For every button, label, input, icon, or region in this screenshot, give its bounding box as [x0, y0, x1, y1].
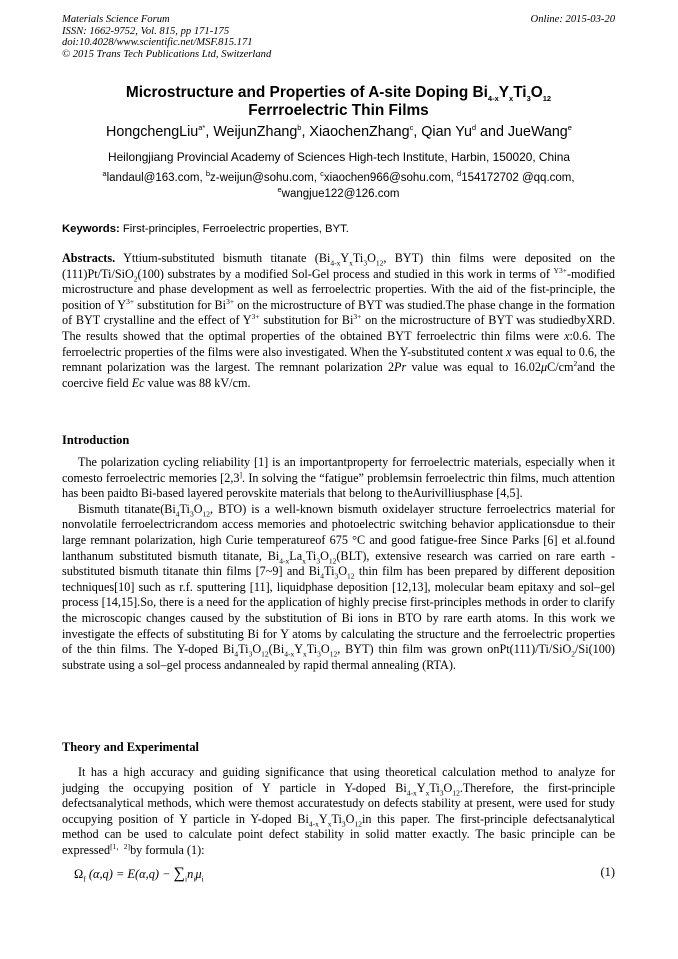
author-list: HongchengLiu$^{a*}$, WeijunZhang$^b$, XiaochenZhang$^c$, Qian Yu$^d$ and JueWang$^e$ [106, 123, 572, 140]
section-heading-introduction: Introduction [62, 433, 130, 447]
email-link[interactable]: landaul@163.com, [106, 172, 206, 184]
sum-symbol: $\sum_i$ [173, 865, 188, 884]
section-heading-theory: Theory and Experimental [62, 740, 199, 754]
journal-name: Materials Science Forum [62, 14, 170, 25]
paragraph: It has a high accuracy and guiding significance that using theoretical calculation method to analyze for judging the occupying position of Y particle in Y-doped $Bi_{4-x}Y_xTi_3O_{12}.Therefore$, the first-principle defectsanalytical methods, which were themost accuratestudy on defects stability at present, were used for study occupying position of Y particle in Y-doped $Bi_{4-x}Y_xTi_3O_{12}in$ this paper. The first-principle defectsanalytical method can be used to calculate point defect stability in solid matter exactly. The basic principle can be expressed[1，2]by formula (1): [62, 765, 615, 857]
affiliation: Heilongjiang Provincial Academy of Sciences High-tech Institute, Harbin, 150020, China [107, 150, 570, 164]
email-link[interactable]: z-weijun@sohu.com, [210, 172, 321, 184]
equation-number: (1) [600, 865, 615, 879]
keywords: Keywords: First-principles, Ferroelectric properties, BYT. [62, 223, 349, 235]
author: Qian Yu$^d$ [421, 123, 477, 140]
introduction-body [62, 455, 615, 673]
paragraph: Bismuth $titanate(Bi_4Ti_3O_{12}$, BTO) is a well-known bismuth oxidelayer structure ferroelectrics material for nonvolatile ferroelectricrandom access memories and photoelectric switching behavior applicationsdue to their large remnant polarization, high Curie temperatureof 675 °C and good fatigue-free Since Parks [6] et al.found lanthanum substituted bismuth titanate, $Bi_{4-x}La_xTi_3O_{12}(BLT)$, extensive research was carried on rare earth -substituted bismuth titanate thin films [7~9] and $Bi_4Ti_3O_{12}$ thin film has been prepared by different deposition techniques[10] such as r.f. sputtering [11], liquidphase deposition [12,13], molecular beam epitaxy and sol–gel process [14,15].So, there is a need for the application of highly precise first-principles methods in order to clarify the microscopic changes caused by the substitution of Bi ions in BTO by rare earth atoms. In this work we investigate the effects of substituting Bi for Y atoms by calculating the structure and the ferroelectric properties of the thin films. The Y-doped $Bi_4Ti_3O_{12}(Bi_{4-x}Y_xTi_3O_{12}$, BYT) thin film was grown onPt(111)/Ti/SiO$_2$/Si(100) substrate using a sol–gel process andannealed by rapid thermal annealing (RTA). [62, 501, 616, 672]
doi: doi:10.4028/www.scientific.net/MSF.815.171 [62, 37, 253, 49]
theory-body [62, 765, 615, 859]
equation-1: $\Omega_f$ $(\alpha,q) = E(\alpha,q) - \sum_in_i\mu_i$ (1) [74, 865, 615, 884]
email-list: $^a$landaul@163.com, $^b$z-weijun@sohu.com, $^c$xiaochen966@sohu.com, $^d$154172702 @qq.com, $^e$wangjue122@126.com [102, 169, 575, 200]
paragraph: The polarization cycling reliability [1] is an importantproperty for ferroelectric materials, especially when it comesto ferroelectric memories [2,3]. In solving the “fatigue” problemsin ferroelectric thin films, much attention has been paidto Bi-based layered perovskite materials that belong to theAurivilliusphase [4,5]. [62, 455, 615, 501]
email-link[interactable]: xiaochen966@sohu.com, [323, 172, 458, 184]
author: HongchengLiu$^{a*}$ [106, 123, 206, 140]
author: WeijunZhang$^b$ [213, 123, 302, 140]
email-link[interactable]: 154172702 @qq.com, [461, 172, 575, 184]
abstract: Abstracts. Yttium-substituted bismuth titanate ($Bi_{4-x}Y_xTi_3O_{12}$, BYT) thin films were deposited on the (111)Pt/Ti/SiO$_2$(100) substrates by a modified Sol-Gel process and studied in this work in terms of $^{Y3+}$-modified microstructure and phase development as well as ferroelectric properties. With the aid of the fist-principle, the position of $Y^{3+}$ substitution for $Bi^{3+}$ on the microstructure of BYT was studied.The phase change in the formation of BYT crystalline and the effect of $Y^{3+}$ substitution for $Bi^{3+}$ on the microstructure of BYT was studiedbyXRD. The results showed that the optimal properties of the obtained BYT ferroelectric thin films were x:0.6. The ferroelectric properties of the films were also investigated. When the Y-substituted content x was equal to 0.6, the remnant polarization was the largest. The remnant polarization 2Pr value was equal to $16.02\mu C/cm^2and$ the coercive field Ec value was 88 kV/cm. [62, 251, 616, 390]
email-link[interactable]: wangjue122@126.com [281, 188, 400, 200]
online-date: Online: 2015-03-20 [530, 14, 615, 25]
paper-title: Microstructure and Properties of A-site Doping $Bi_{4-x}Y_xTi_3O_{12}$ Ferrroelectric Thin Films [125, 84, 552, 119]
author: XiaochenZhang$^c$ [309, 123, 414, 140]
author: JueWang$^e$ [507, 123, 572, 140]
issn: ISSN: 1662-9752, Vol. 815, pp 171-175 [62, 25, 230, 37]
copyright: © 2015 Trans Tech Publications Ltd, Switzerland [62, 48, 272, 60]
journal-header [62, 14, 615, 60]
